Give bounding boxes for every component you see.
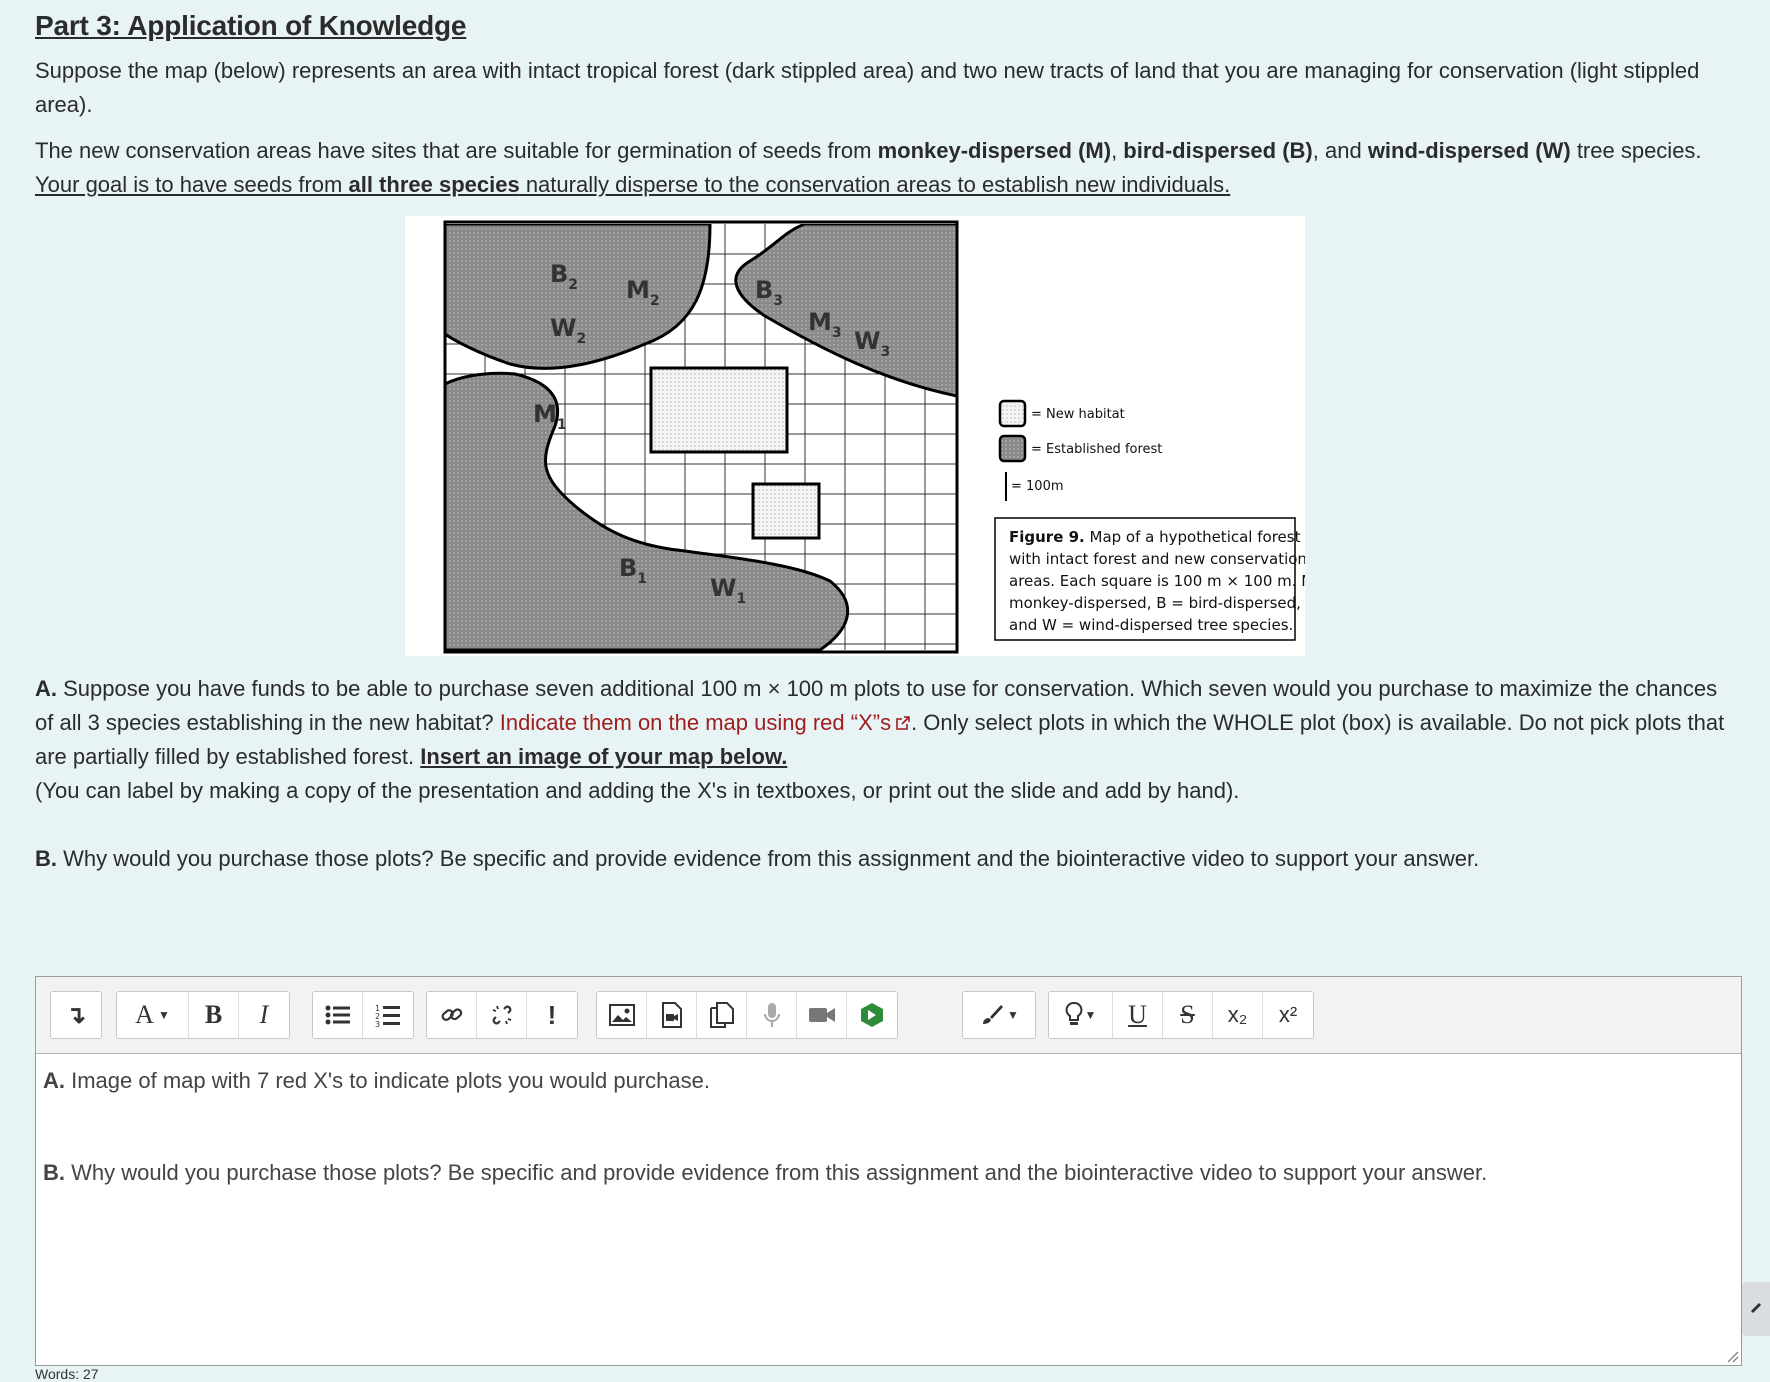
record-audio-button[interactable] <box>747 992 797 1038</box>
svg-text:areas. Each square is 100 m ×: areas. Each square is 100 m × 100 m. M = <box>1009 572 1305 590</box>
answer-b-text: B. Why would you purchase those plots? Be specific and provide evidence from this assignment and the biointeractive video to support your answer. <box>43 1160 1488 1185</box>
paintbrush-icon <box>979 1003 1005 1027</box>
bold-button[interactable]: B <box>189 992 239 1038</box>
label-M3: $M_3$ <box>808 308 842 341</box>
font-style-button[interactable]: A ▼ <box>117 992 189 1038</box>
page-title: Part 3: Application of Knowledge <box>35 10 467 41</box>
bullet-list-icon <box>325 1004 351 1026</box>
label-W2: $W_2$ <box>550 314 587 347</box>
intro-paragraph-2: The new conservation areas have sites that are suitable for germination of seeds from monkey-dispersed (M), bird-dispersed (B), and wind-dispersed (W) tree species. Your goal is to have seeds from all three species naturally disperse to the conservation areas to establish new individuals. <box>35 138 1702 197</box>
assignment-page <box>35 0 1735 202</box>
accessibility-checker-button[interactable] <box>1049 992 1113 1038</box>
label-B1: $B_1$ <box>619 554 648 587</box>
figure-caption <box>995 518 1305 640</box>
lightbulb-icon <box>1065 1002 1083 1028</box>
editor-content[interactable] <box>36 1054 1741 1200</box>
answer-editor[interactable] <box>35 976 1742 1366</box>
svg-text:3: 3 <box>375 1020 381 1027</box>
new-habitat-plot-small <box>753 484 819 538</box>
svg-text:Figure 9. Map of a hypothetica: Figure 9. Map of a hypothetical forest <box>1009 528 1301 546</box>
label-M1: $M_1$ <box>533 400 567 433</box>
unordered-list-button[interactable] <box>313 992 363 1038</box>
link-icon <box>440 1003 464 1027</box>
superscript-button[interactable]: x² <box>1278 1002 1298 1027</box>
chevron-down-icon: ▼ <box>1007 1008 1019 1022</box>
svg-text:monkey-dispersed, B = bird-dis: monkey-dispersed, B = bird-dispersed, <box>1009 594 1301 612</box>
question-a: A. Suppose you have funds to be able to purchase seven additional 100 m × 100 m plots to use for conservation. Which seven would you purchase to maximize the chances of all 3 species establishing in the new habitat? Indicate them on the map using red “X”s . Only select plots in which the WHOLE plot (box) is available. Do not pick plots that are partially filled by established forest. Insert an image of your map below. (You can label by making a copy of the presentation and adding the X's in textboxes, or print out the slide and add by hand). <box>35 676 1725 803</box>
intro-paragraph-1: Suppose the map (below) represents an area with intact tropical forest (dark stippled area) and two new tracts of land that you are managing for conservation (light stippled area). <box>35 58 1700 117</box>
insert-image-button[interactable] <box>597 992 647 1038</box>
subscript-button[interactable]: x₂ <box>1213 992 1263 1038</box>
link-button[interactable] <box>427 992 477 1038</box>
h5p-icon <box>859 1002 885 1028</box>
files-icon <box>709 1002 735 1028</box>
numbered-list-icon <box>375 1003 401 1027</box>
legend-established-forest: = Established forest <box>1031 442 1163 457</box>
unlink-icon <box>490 1003 514 1027</box>
video-camera-icon <box>808 1005 836 1025</box>
red-x-link[interactable]: Indicate them on the map using red “X”s <box>500 710 911 735</box>
underline-button[interactable]: U <box>1113 992 1163 1038</box>
unlink-button[interactable] <box>477 992 527 1038</box>
question-b: B. Why would you purchase those plots? Be specific and provide evidence from this assignment and the biointeractive video to support your answer. <box>35 846 1480 871</box>
image-icon <box>609 1004 635 1026</box>
microphone-icon <box>762 1002 782 1028</box>
italic-button[interactable]: I <box>259 1000 269 1029</box>
record-video-button[interactable] <box>797 992 847 1038</box>
legend-scale: = 100m <box>1011 479 1064 494</box>
label-B3: $B_3$ <box>755 276 784 309</box>
monkey-term: monkey-dispersed (M) <box>877 138 1112 163</box>
h5p-button[interactable] <box>847 992 897 1038</box>
new-habitat-plot-large <box>651 368 787 452</box>
scroll-to-top-tab[interactable] <box>1742 1282 1770 1336</box>
chevron-down-icon: ▼ <box>157 1007 170 1022</box>
map-legend <box>1000 401 1162 501</box>
svg-text:with intact forest and new con: with intact forest and new conservation <box>1009 550 1305 568</box>
svg-text:1: 1 <box>375 1004 381 1013</box>
external-link-icon <box>895 715 911 731</box>
font-color-button[interactable] <box>963 992 1035 1038</box>
manage-files-button[interactable] <box>697 992 747 1038</box>
label-B2: $B_2$ <box>550 260 579 293</box>
important-button[interactable]: ! <box>547 999 557 1030</box>
goal-statement: Your goal is to have seeds from all three species naturally disperse to the conservation areas to establish new individuals. <box>35 172 1231 197</box>
ordered-list-button[interactable] <box>363 992 413 1038</box>
legend-new-habitat: = New habitat <box>1031 407 1125 422</box>
word-count: Words: 27 <box>35 1366 99 1382</box>
wind-term: wind-dispersed (W) <box>1367 138 1571 163</box>
label-M2: $M_2$ <box>626 276 660 309</box>
forest-map-svg <box>405 216 1305 656</box>
bird-term: bird-dispersed (B) <box>1123 138 1313 163</box>
chevron-down-icon: ▼ <box>1084 1008 1097 1022</box>
svg-text:2: 2 <box>375 1012 381 1021</box>
label-W3: $W_3$ <box>854 327 891 360</box>
label-W1: $W_1$ <box>710 574 747 607</box>
chevron-up-icon <box>1742 1282 1770 1336</box>
insert-media-button[interactable] <box>647 992 697 1038</box>
forest-map-figure <box>405 216 1305 656</box>
answer-a-text: A. Image of map with 7 red X's to indicate plots you would purchase. <box>43 1068 710 1093</box>
svg-text:and W = wind-dispersed tree sp: and W = wind-dispersed tree species. <box>1009 616 1294 634</box>
strikethrough-button[interactable]: S <box>1163 992 1213 1038</box>
media-file-icon <box>661 1002 683 1028</box>
editor-toolbar <box>36 977 1741 1054</box>
expand-toolbar-button[interactable]: ↴ <box>65 1001 87 1029</box>
resize-handle-icon[interactable] <box>1725 1349 1739 1363</box>
